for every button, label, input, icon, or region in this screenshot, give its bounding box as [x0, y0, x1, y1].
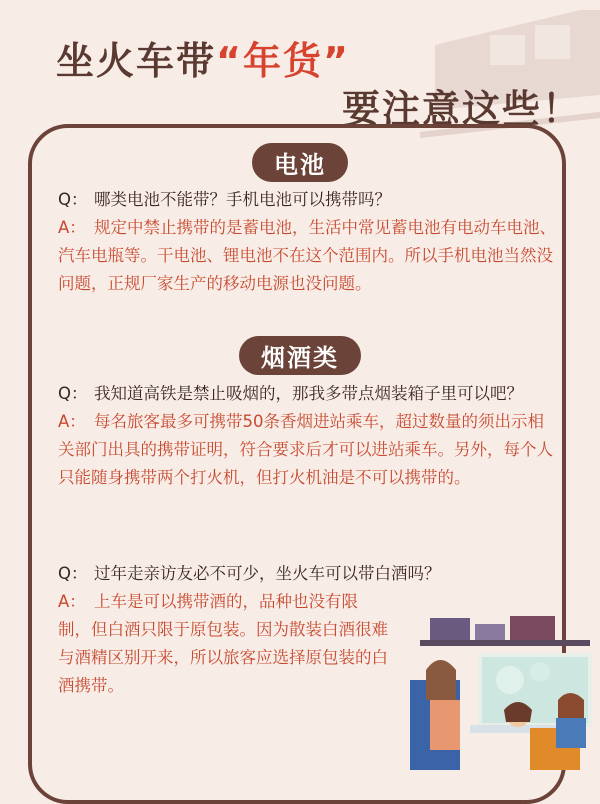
question — [58, 380, 558, 408]
question-text: 过年走亲访友必不可少，坐火车可以带白酒吗？ — [94, 564, 441, 583]
question — [58, 560, 558, 588]
section-heading-battery: 电池 — [252, 143, 348, 182]
title-highlight: “年货” — [216, 39, 350, 83]
q-tag: Q： — [58, 564, 88, 583]
q-tag: Q： — [58, 190, 88, 209]
answer-text: 上车是可以携带酒的，品种也没有限制，但白酒只限于原包装。因为散装白酒很难与酒精区别开来，所以旅客应选择原包装的白酒携带。 — [58, 592, 388, 695]
section-heading-tobacco-alcohol: 烟酒类 — [239, 336, 361, 375]
passengers-illustration — [380, 610, 600, 770]
a-tag: A： — [58, 592, 86, 611]
title-part1: 坐火车带 — [56, 39, 217, 83]
answer — [58, 588, 388, 700]
a-tag: A： — [58, 218, 86, 237]
page-subtitle: 要注意这些！ — [342, 87, 583, 131]
page-title — [56, 30, 350, 85]
answer — [58, 214, 558, 298]
answer-text: 规定中禁止携带的是蓄电池，生活中常见蓄电池有电动车电池、汽车电瓶等。干电池、锂电池不在这个范围内。所以手机电池当然没问题，正规厂家生产的移动电源也没问题。 — [58, 218, 556, 293]
question — [58, 186, 558, 214]
question-text: 我知道高铁是禁止吸烟的，那我多带点烟装箱子里可以吧？ — [94, 384, 523, 403]
answer-text: 每名旅客最多可携带50条香烟进站乘车，超过数量的须出示相关部门出具的携带证明，符合要求后才可以进站乘车。另外，每个人只能随身携带两个打火机，但打火机油是不可以携带的。 — [58, 412, 553, 487]
question-text: 哪类电池不能带？手机电池可以携带吗？ — [94, 190, 391, 209]
qa-battery — [58, 186, 558, 298]
answer — [58, 408, 558, 492]
qa-alcohol — [58, 560, 441, 700]
qa-tobacco — [58, 380, 558, 492]
q-tag: Q： — [58, 384, 88, 403]
a-tag: A： — [58, 412, 86, 431]
